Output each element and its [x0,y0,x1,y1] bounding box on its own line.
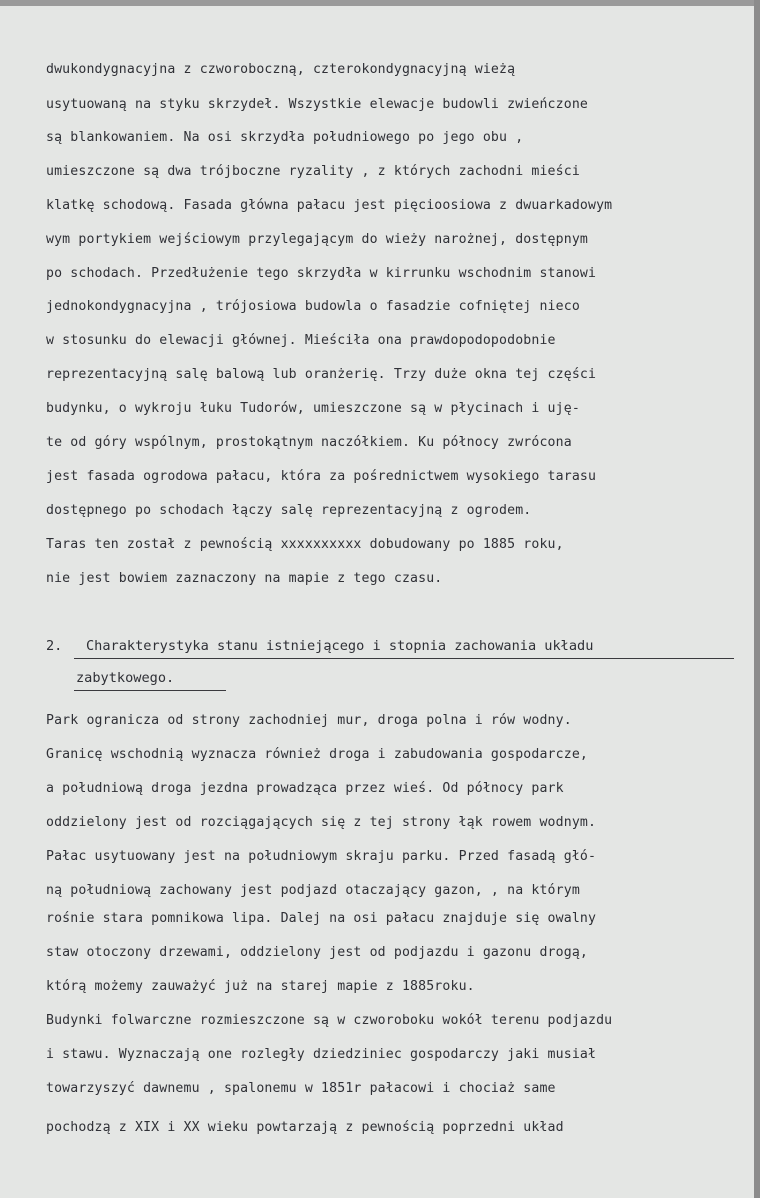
text-line: oddzielony jest od rozciągających się z tej strony łąk rowem wodnym. [46,815,597,830]
text-line: jednokondygnacyjna , trójosiowa budowla o fasadzie cofniętej nieco [46,299,580,314]
section-title-line2: zabytkowego. [76,670,175,686]
text-line: w stosunku do elewacji głównej. Mieściła ona prawdopodopodobnie [46,333,556,348]
text-line: nie jest bowiem zaznaczony na mapie z tego czasu. [46,571,443,586]
text-line: reprezentacyjną salę balową lub oranżerię. Trzy duże okna tej części [46,367,597,382]
text-line: Budynki folwarczne rozmieszczone są w czworoboku wokół terenu podjazdu [46,1013,613,1028]
text-line: towarzyszyć dawnemu , spalonemu w 1851r pałacowi i chociaż same [46,1081,556,1096]
text-line: budynku, o wykroju łuku Tudorów, umieszczone są w płycinach i uję- [46,401,580,416]
section-title-line1: Charakterystyka stanu istniejącego i stopnia zachowania układu [86,638,594,654]
section-number: 2. [46,638,63,654]
text-line: te od góry wspólnym, prostokątnym naczółkiem. Ku północy zwrócona [46,435,572,450]
text-line: staw otoczony drzewami, oddzielony jest od podjazdu i gazonu drogą, [46,945,588,960]
text-line: usytuowaną na styku skrzydeł. Wszystkie elewacje budowli zwieńczone [46,97,588,112]
text-line: pochodzą z XIX i XX wieku powtarzają z pewnością poprzedni układ [46,1120,564,1135]
text-line: rośnie stara pomnikowa lipa. Dalej na osi pałacu znajduje się owalny [46,911,597,926]
text-line: ną południową zachowany jest podjazd otaczający gazon, , na którym [46,883,580,898]
text-line: umieszczone są dwa trójboczne ryzality , z których zachodni mieści [46,164,580,179]
text-line: Park ogranicza od strony zachodniej mur, droga polna i rów wodny. [46,713,572,728]
text-line: a południową droga jezdna prowadząca przez wieś. Od północy park [46,781,564,796]
text-line: dwukondygnacyjna z czworoboczną, czterokondygnacyjną wieżą [46,62,516,77]
text-line: Pałac usytuowany jest na południowym skraju parku. Przed fasadą głó- [46,849,597,864]
text-line: i stawu. Wyznaczają one rozległy dziedziniec gospodarczy jaki musiał [46,1047,597,1062]
text-line: wym portykiem wejściowym przylegającym do wieży narożnej, dostępnym [46,232,588,247]
text-line: jest fasada ogrodowa pałacu, która za pośrednictwem wysokiego tarasu [46,469,597,484]
text-line: którą możemy zauważyć już na starej mapie z 1885roku. [46,979,475,994]
text-line: po schodach. Przedłużenie tego skrzydła w kirrunku wschodnim stanowi [46,266,597,281]
text-line: są blankowaniem. Na osi skrzydła południowego po jego obu , [46,130,524,145]
text-line: dostępnego po schodach łączy salę reprezentacyjną z ogrodem. [46,503,532,518]
page-edge [754,0,760,1198]
section-title-underline [74,690,226,691]
text-line: Taras ten został z pewnością xxxxxxxxxx dobudowany po 1885 roku, [46,537,564,552]
text-line: Granicę wschodnią wyznacza również droga i zabudowania gospodarcze, [46,747,588,762]
text-line: klatkę schodową. Fasada główna pałacu jest pięcioosiowa z dwuarkadowym [46,198,613,213]
section-title-underline [74,658,734,659]
